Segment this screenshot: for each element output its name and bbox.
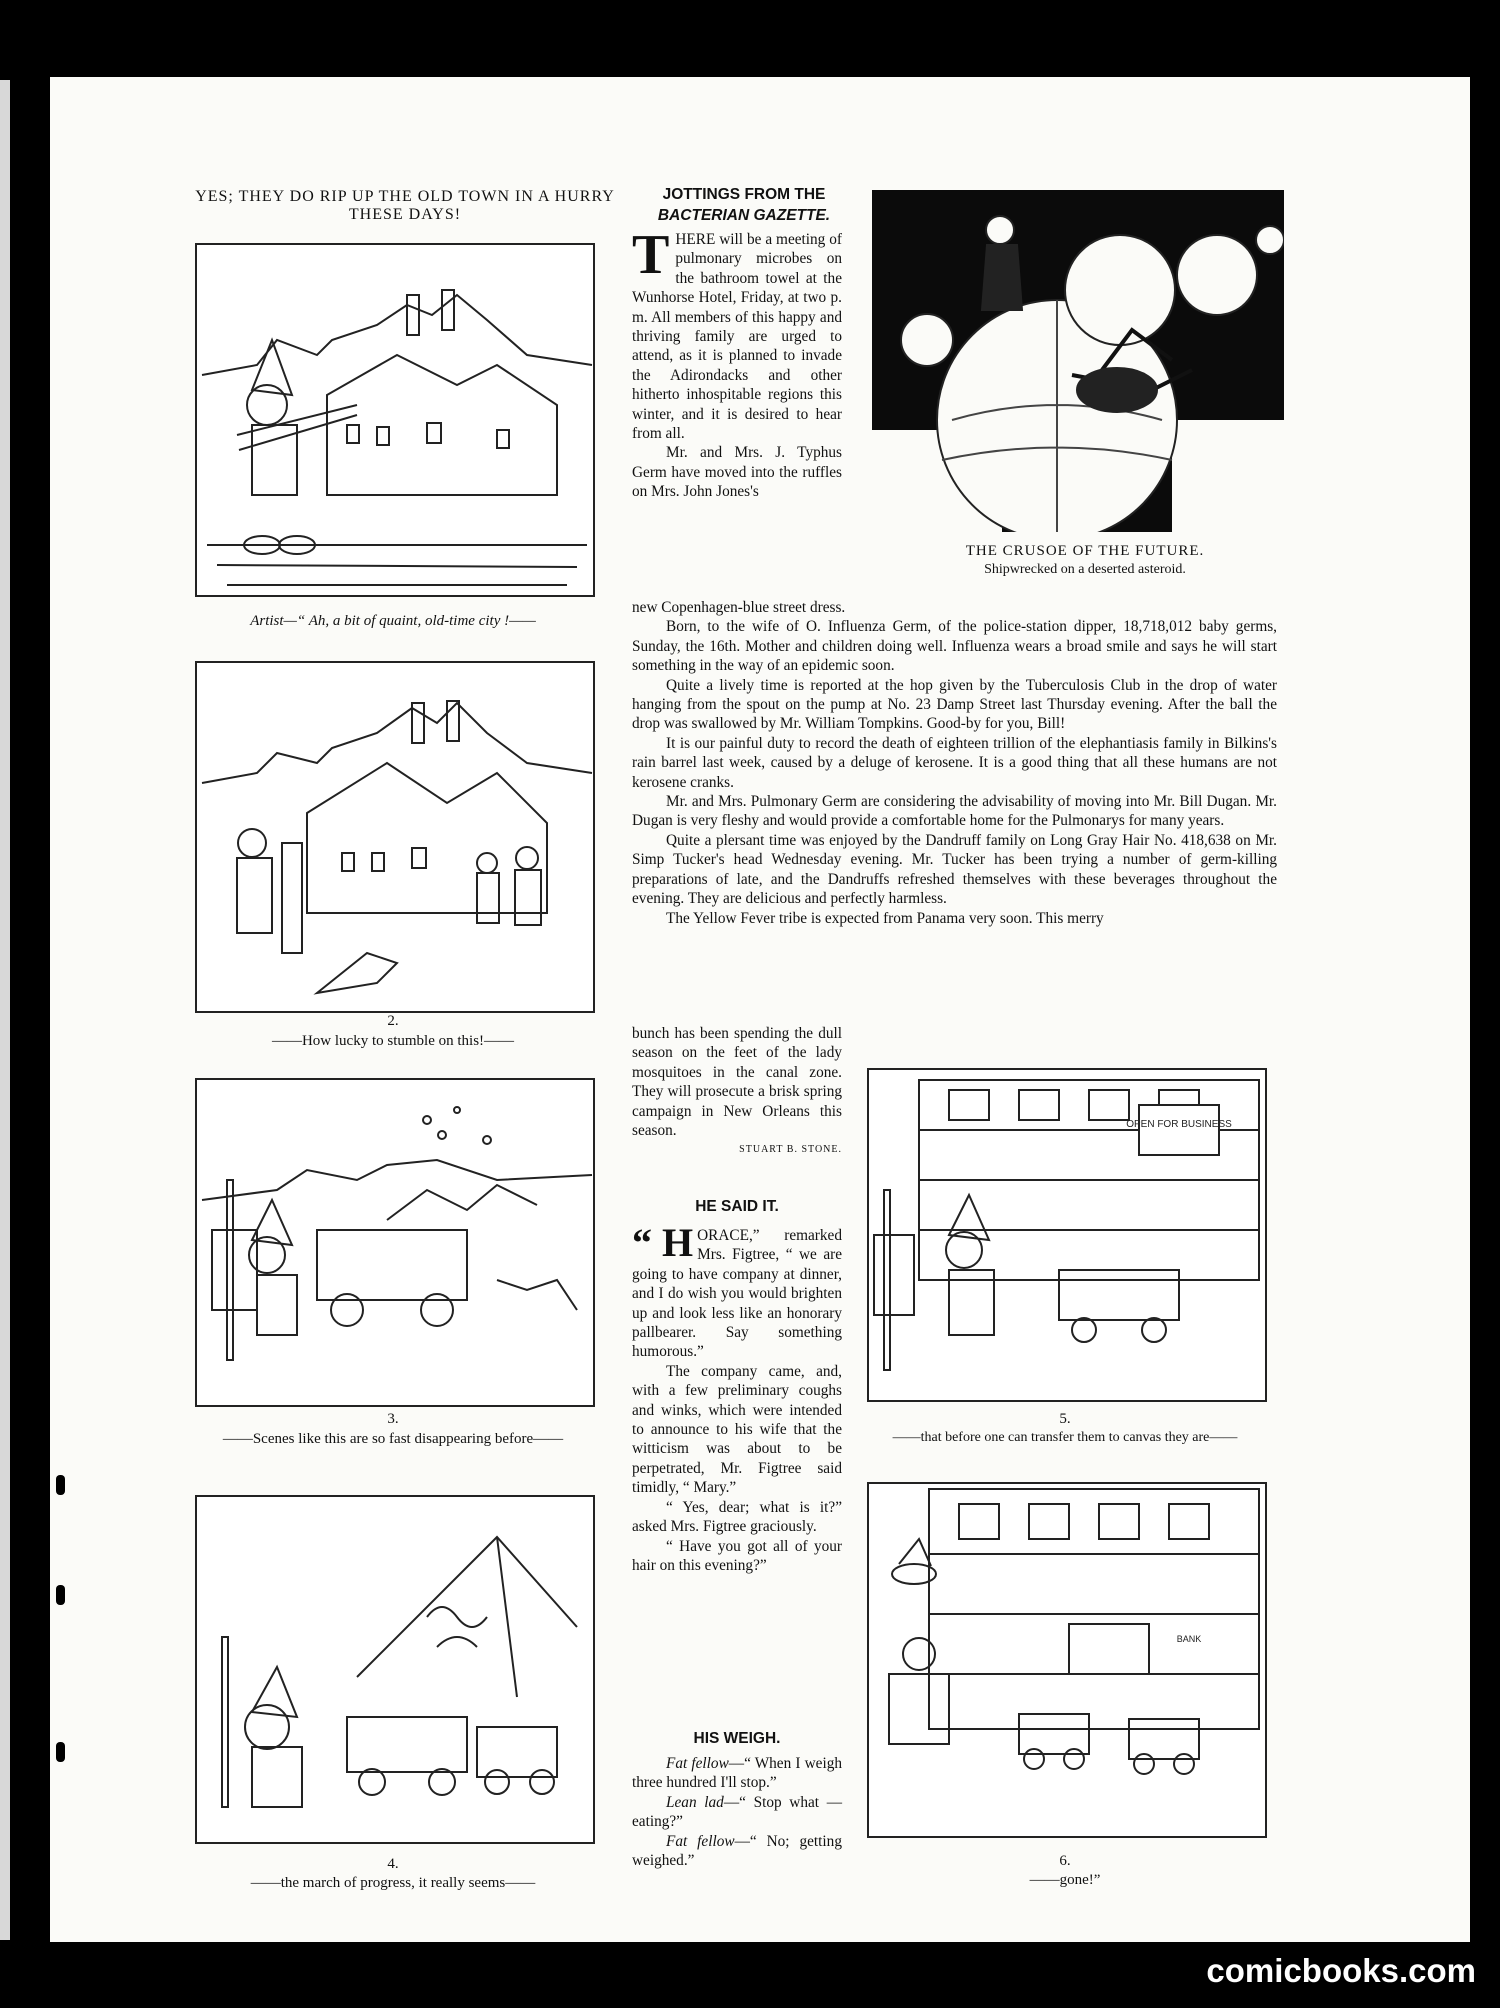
binding-hole [56, 1742, 65, 1762]
panel-4-caption: ——the march of progress, it really seems—— [250, 1875, 536, 1891]
panel-6-number: 6. [1059, 1853, 1071, 1869]
jottings-paragraph-2a: Mr. and Mrs. J. Typhus Germ have moved into the ruffles on Mrs. John Jones's [632, 444, 842, 501]
jottings-paragraph-1: HERE will be a meeting of pulmonary microbes on the bathroom towel at the Wunhorse Hotel, Friday, at two p. m. All members of this happy and thriving family are urged to attend, as it is planned to invade the Adirondacks and other hitherto inhospitable regions this winter, and it is desired to hear from all. [632, 231, 842, 443]
comic-panel-5 [867, 1068, 1267, 1402]
panel-1-caption: Artist—“ Ah, a bit of quaint, old-time city !—— [250, 613, 536, 629]
crusoe-subtitle: Shipwrecked on a deserted asteroid. [984, 562, 1186, 577]
comic-panel-1 [195, 243, 595, 597]
binding-hole [56, 1585, 65, 1605]
his-weigh-line-3: —“ No; getting weighed.” [632, 1832, 842, 1870]
panel-5-caption: ——that before one can transfer them to canvas they are—— [892, 1430, 1238, 1445]
crusoe-illustration [872, 190, 1284, 532]
sign-bank: BANK [1176, 1634, 1202, 1644]
his-weigh-speaker-2: Lean lad [666, 1793, 724, 1811]
jottings-paragraph-3: Born, to the wife of O. Influenza Germ, of the police-station dipper, 18,718,012 baby germs, Sunday, the 16th. Mother and children doing well. Influenza wears a broad smile and says he will start something in the way of an epidemic soon. [632, 618, 1277, 675]
he-said-it-dropcap: “ H [632, 1220, 694, 1265]
he-said-it-column [632, 1220, 842, 1575]
jottings-heading: JOTTINGS FROM THE [662, 186, 826, 203]
jottings-paragraph-5: It is our painful duty to record the death of eighteen trillion of the elephantiasis family in Bilkins's rain barrel last week, caused by a deluge of kerosene. It is a good thing that all these humans are not kerosene cranks. [632, 734, 1277, 791]
jottings-wide-column [632, 598, 1277, 928]
his-weigh-heading: HIS WEIGH. [693, 1730, 781, 1747]
crusoe-title: THE CRUSOE OF THE FUTURE. [965, 543, 1205, 559]
binding-hole [56, 1475, 65, 1495]
adjacent-page-edge [0, 80, 10, 1940]
jottings-paragraph-8b: bunch has been spending the dull season on the feet of the lady mosquitoes in the canal zone. They will prosecute a brisk spring campaign in New Orleans this season. [632, 1025, 842, 1140]
jottings-signature: STUART B. STONE. [739, 1144, 842, 1156]
comic-panel-3 [195, 1078, 595, 1407]
he-said-it-p2: The company came, and, with a few preliminary coughs and winks, which were intended to announce to his wife that the witticism was about to be perpetrated, Mr. Figtree said timidly, “ Mary.” [632, 1362, 842, 1497]
panel-2-number: 2. [387, 1013, 399, 1029]
strip-heading: YES; THEY DO RIP UP THE OLD TOWN IN A HURRY THESE DAYS! [195, 188, 615, 223]
panel-3-caption: ——Scenes like this are so fast disappearing before—— [222, 1431, 564, 1447]
lower-narrow-column [632, 1024, 842, 1160]
panel-5-number: 5. [1059, 1411, 1071, 1427]
he-said-it-p3: “ Yes, dear; what is it?” asked Mrs. Figtree graciously. [632, 1498, 842, 1536]
sign-open-for-business: OPEN FOR BUSINESS [1126, 1119, 1232, 1130]
jottings-paragraph-2b: new Copenhagen-blue street dress. [632, 599, 846, 616]
jottings-paragraph-6: Mr. and Mrs. Pulmonary Germ are considering the advisability of moving into Mr. Bill Dugan. Mr. Dugan is very fleshy and would provide a comfortable home for the Pulmonarys for many years. [632, 793, 1277, 830]
panel-4-number: 4. [387, 1856, 399, 1872]
his-weigh-line-2: —“ Stop what —eating?” [632, 1793, 842, 1831]
comic-panel-2 [195, 661, 595, 1013]
he-said-it-p1: ORACE,” remarked Mrs. Figtree, “ we are going to have company at dinner, and I do wish you would brighten up and look less like an honorary pallbearer. Say something humorous.” [632, 1227, 842, 1361]
watermark: comicbooks.com [1206, 1952, 1476, 1989]
jottings-dropcap: T [632, 224, 670, 286]
panel-3-number: 3. [387, 1411, 399, 1427]
he-said-it-heading: HE SAID IT. [695, 1198, 779, 1215]
his-weigh-speaker-1: Fat fellow [666, 1755, 729, 1772]
his-weigh-speaker-3: Fat fellow [666, 1832, 735, 1850]
he-said-it-p4: “ Have you got all of your hair on this evening?” [632, 1537, 842, 1574]
his-weigh-line-1: —“ When I weigh three hundred I'll stop.” [632, 1755, 842, 1792]
panel-2-caption: ——How lucky to stumble on this!—— [271, 1033, 515, 1049]
jottings-paragraph-7: Quite a plersant time was enjoyed by the Dandruff family on Long Gray Hair No. 418,638 on Mr. Simp Tucker's head Wednesday evening. Mr. Tucker has been trying a number of germ-killing preparations of late, and the Dandruffs refreshed themselves with these beverages throughout the evening. They are delicious and perfectly harmless. [632, 831, 1277, 908]
comic-panel-6 [867, 1482, 1267, 1838]
jottings-paragraph-4: Quite a lively time is reported at the hop given by the Tuberculosis Club in the drop of water hanging from the spout on the pump at No. 23 Damp Street last Thursday evening. After the ball the drop was swallowed by Mr. William Tompkins. Good-by for you, Bill! [632, 676, 1277, 733]
his-weigh-column [632, 1754, 842, 1870]
jottings-paragraph-8a: The Yellow Fever tribe is expected from Panama very soon. This merry [666, 909, 1104, 927]
jottings-narrow-column [632, 224, 842, 502]
panel-6-caption: ——gone!” [1029, 1872, 1101, 1888]
comic-panel-4 [195, 1495, 595, 1844]
jottings-heading-2: BACTERIAN GAZETTE. [657, 207, 831, 224]
